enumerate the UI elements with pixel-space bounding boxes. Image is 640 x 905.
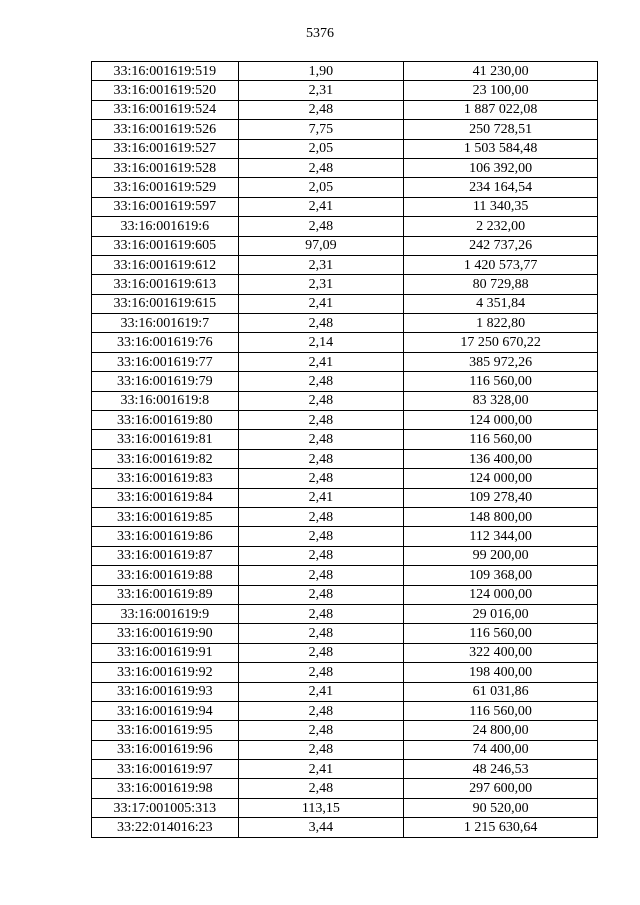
rate-cell: 2,48	[238, 391, 404, 410]
table-row	[92, 449, 598, 468]
cadastral-number-cell: 33:22:014016:23	[92, 818, 239, 837]
rate-cell: 2,48	[238, 314, 404, 333]
value-cell: 250 728,51	[404, 120, 598, 139]
value-cell: 322 400,00	[404, 643, 598, 662]
value-cell: 1 215 630,64	[404, 818, 598, 837]
table-row	[92, 411, 598, 430]
rate-cell: 2,41	[238, 197, 404, 216]
rate-cell: 2,48	[238, 546, 404, 565]
cadastral-number-cell: 33:16:001619:613	[92, 275, 239, 294]
rate-cell: 2,05	[238, 139, 404, 158]
table-row	[92, 507, 598, 526]
table-row	[92, 760, 598, 779]
rate-cell: 2,48	[238, 100, 404, 119]
rate-cell: 97,09	[238, 236, 404, 255]
table-row	[92, 158, 598, 177]
value-cell: 234 164,54	[404, 178, 598, 197]
rate-cell: 2,31	[238, 255, 404, 274]
cadastral-number-cell: 33:16:001619:519	[92, 62, 239, 81]
rate-cell: 2,48	[238, 585, 404, 604]
rate-cell: 2,48	[238, 643, 404, 662]
value-cell: 1 822,80	[404, 314, 598, 333]
value-cell: 24 800,00	[404, 721, 598, 740]
rate-cell: 2,48	[238, 217, 404, 236]
table-row	[92, 701, 598, 720]
table-row	[92, 81, 598, 100]
cadastral-number-cell: 33:16:001619:83	[92, 469, 239, 488]
table-row	[92, 585, 598, 604]
rate-cell: 2,48	[238, 663, 404, 682]
value-cell: 116 560,00	[404, 430, 598, 449]
rate-cell: 2,48	[238, 507, 404, 526]
value-cell: 109 278,40	[404, 488, 598, 507]
rate-cell: 2,41	[238, 488, 404, 507]
cadastral-number-cell: 33:16:001619:8	[92, 391, 239, 410]
rate-cell: 2,48	[238, 740, 404, 759]
value-cell: 4 351,84	[404, 294, 598, 313]
cadastral-number-cell: 33:16:001619:520	[92, 81, 239, 100]
value-cell: 1 887 022,08	[404, 100, 598, 119]
rate-cell: 113,15	[238, 798, 404, 817]
table-row	[92, 333, 598, 352]
table-row	[92, 217, 598, 236]
value-cell: 297 600,00	[404, 779, 598, 798]
table-row	[92, 391, 598, 410]
cadastral-number-cell: 33:16:001619:527	[92, 139, 239, 158]
cadastral-number-cell: 33:16:001619:612	[92, 255, 239, 274]
value-cell: 23 100,00	[404, 81, 598, 100]
rate-cell: 2,14	[238, 333, 404, 352]
table-row	[92, 624, 598, 643]
cadastral-number-cell: 33:16:001619:85	[92, 507, 239, 526]
cadastral-number-cell: 33:16:001619:88	[92, 566, 239, 585]
table-row	[92, 604, 598, 623]
cadastral-number-cell: 33:16:001619:80	[92, 411, 239, 430]
value-cell: 112 344,00	[404, 527, 598, 546]
cadastral-number-cell: 33:16:001619:91	[92, 643, 239, 662]
cadastral-number-cell: 33:16:001619:76	[92, 333, 239, 352]
table-row	[92, 682, 598, 701]
value-cell: 17 250 670,22	[404, 333, 598, 352]
table-row	[92, 643, 598, 662]
value-cell: 116 560,00	[404, 701, 598, 720]
table-row	[92, 275, 598, 294]
cadastral-number-cell: 33:16:001619:98	[92, 779, 239, 798]
table-row	[92, 546, 598, 565]
rate-cell: 2,41	[238, 294, 404, 313]
cadastral-number-cell: 33:16:001619:77	[92, 352, 239, 371]
rate-cell: 2,48	[238, 604, 404, 623]
table-row	[92, 120, 598, 139]
cadastral-number-cell: 33:16:001619:605	[92, 236, 239, 255]
value-cell: 124 000,00	[404, 585, 598, 604]
table-row	[92, 255, 598, 274]
cadastral-number-cell: 33:16:001619:90	[92, 624, 239, 643]
rate-cell: 2,48	[238, 527, 404, 546]
value-cell: 116 560,00	[404, 372, 598, 391]
value-cell: 385 972,26	[404, 352, 598, 371]
table-row	[92, 372, 598, 391]
rate-cell: 2,48	[238, 372, 404, 391]
value-cell: 242 737,26	[404, 236, 598, 255]
table-row	[92, 178, 598, 197]
cadastral-value-table	[91, 61, 598, 838]
value-cell: 11 340,35	[404, 197, 598, 216]
cadastral-number-cell: 33:16:001619:597	[92, 197, 239, 216]
value-cell: 83 328,00	[404, 391, 598, 410]
value-cell: 48 246,53	[404, 760, 598, 779]
value-cell: 61 031,86	[404, 682, 598, 701]
table-row	[92, 236, 598, 255]
table-row	[92, 527, 598, 546]
value-cell: 116 560,00	[404, 624, 598, 643]
table-row	[92, 469, 598, 488]
rate-cell: 2,31	[238, 275, 404, 294]
cadastral-number-cell: 33:16:001619:86	[92, 527, 239, 546]
table-row	[92, 100, 598, 119]
value-cell: 136 400,00	[404, 449, 598, 468]
rate-cell: 2,48	[238, 566, 404, 585]
table-row	[92, 294, 598, 313]
table-row	[92, 352, 598, 371]
value-cell: 80 729,88	[404, 275, 598, 294]
value-cell: 41 230,00	[404, 62, 598, 81]
rate-cell: 2,48	[238, 449, 404, 468]
table-row	[92, 721, 598, 740]
value-cell: 106 392,00	[404, 158, 598, 177]
value-cell: 1 503 584,48	[404, 139, 598, 158]
table-row	[92, 314, 598, 333]
cadastral-number-cell: 33:17:001005:313	[92, 798, 239, 817]
table-row	[92, 197, 598, 216]
table-row	[92, 139, 598, 158]
rate-cell: 1,90	[238, 62, 404, 81]
value-cell: 124 000,00	[404, 469, 598, 488]
cadastral-number-cell: 33:16:001619:89	[92, 585, 239, 604]
cadastral-number-cell: 33:16:001619:93	[92, 682, 239, 701]
rate-cell: 3,44	[238, 818, 404, 837]
value-cell: 29 016,00	[404, 604, 598, 623]
value-cell: 2 232,00	[404, 217, 598, 236]
rate-cell: 2,48	[238, 701, 404, 720]
value-cell: 74 400,00	[404, 740, 598, 759]
cadastral-number-cell: 33:16:001619:9	[92, 604, 239, 623]
table-row	[92, 430, 598, 449]
cadastral-number-cell: 33:16:001619:528	[92, 158, 239, 177]
rate-cell: 2,48	[238, 779, 404, 798]
rate-cell: 2,48	[238, 624, 404, 643]
cadastral-number-cell: 33:16:001619:87	[92, 546, 239, 565]
table-row	[92, 818, 598, 837]
cadastral-number-cell: 33:16:001619:524	[92, 100, 239, 119]
cadastral-number-cell: 33:16:001619:97	[92, 760, 239, 779]
table-row	[92, 798, 598, 817]
cadastral-number-cell: 33:16:001619:81	[92, 430, 239, 449]
cadastral-number-cell: 33:16:001619:615	[92, 294, 239, 313]
value-cell: 109 368,00	[404, 566, 598, 585]
value-cell: 90 520,00	[404, 798, 598, 817]
cadastral-number-cell: 33:16:001619:92	[92, 663, 239, 682]
value-cell: 1 420 573,77	[404, 255, 598, 274]
rate-cell: 2,05	[238, 178, 404, 197]
value-cell: 99 200,00	[404, 546, 598, 565]
cadastral-number-cell: 33:16:001619:6	[92, 217, 239, 236]
table-body	[92, 62, 598, 838]
rate-cell: 2,48	[238, 469, 404, 488]
table-row	[92, 488, 598, 507]
rate-cell: 2,41	[238, 682, 404, 701]
rate-cell: 2,48	[238, 158, 404, 177]
rate-cell: 2,48	[238, 721, 404, 740]
value-cell: 148 800,00	[404, 507, 598, 526]
cadastral-number-cell: 33:16:001619:96	[92, 740, 239, 759]
rate-cell: 2,48	[238, 411, 404, 430]
cadastral-number-cell: 33:16:001619:95	[92, 721, 239, 740]
table-row	[92, 566, 598, 585]
cadastral-number-cell: 33:16:001619:529	[92, 178, 239, 197]
cadastral-number-cell: 33:16:001619:7	[92, 314, 239, 333]
rate-cell: 2,41	[238, 352, 404, 371]
table-row	[92, 62, 598, 81]
cadastral-number-cell: 33:16:001619:84	[92, 488, 239, 507]
table-row	[92, 779, 598, 798]
rate-cell: 2,41	[238, 760, 404, 779]
value-cell: 124 000,00	[404, 411, 598, 430]
table-row	[92, 740, 598, 759]
table-row	[92, 663, 598, 682]
value-cell: 198 400,00	[404, 663, 598, 682]
cadastral-number-cell: 33:16:001619:79	[92, 372, 239, 391]
rate-cell: 7,75	[238, 120, 404, 139]
cadastral-number-cell: 33:16:001619:526	[92, 120, 239, 139]
cadastral-number-cell: 33:16:001619:82	[92, 449, 239, 468]
rate-cell: 2,31	[238, 81, 404, 100]
rate-cell: 2,48	[238, 430, 404, 449]
cadastral-number-cell: 33:16:001619:94	[92, 701, 239, 720]
page-number: 5376	[306, 26, 334, 41]
